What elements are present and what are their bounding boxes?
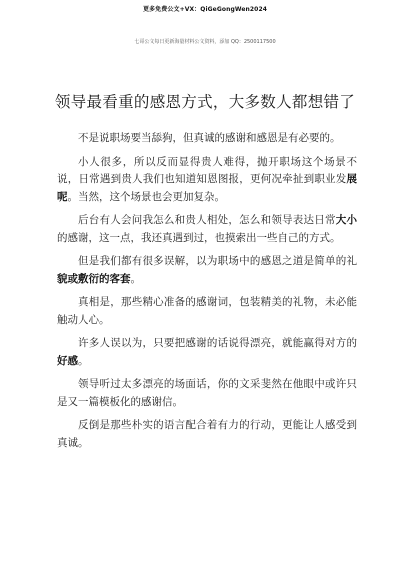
paragraph — [57, 154, 357, 207]
paragraph — [57, 212, 357, 247]
paragraph — [57, 130, 357, 148]
text-segment: 许多人误以为，只要把感谢的话说得漂亮，就能赢得对方的 — [78, 337, 357, 349]
text-segment: 但是我们都有很多误解，以为职场中的感恩之道是简单的礼 — [78, 255, 357, 267]
text-segment: 真相是，那些精心准备的感谢词，包装精美的礼物，未必能触动人心。 — [57, 296, 357, 326]
text-segment: 反倒是那些朴实的语言配合着有力的行动，更能让人感受到真诚。 — [57, 419, 357, 449]
text-segment: 的感谢，这一点，我还真遇到过，也摸索出一些自己的方式。 — [57, 231, 341, 244]
promo-banner: 更多免费公文+VX：QiGeGongWen2024 — [142, 6, 267, 13]
text-segment: 。当然，这个场景也会更加复杂。 — [67, 190, 225, 203]
paragraph — [57, 253, 357, 288]
bold-text: 展呢 — [57, 173, 357, 203]
paragraph — [57, 294, 357, 329]
text-segment: 。 — [130, 272, 141, 285]
text-segment: 不是说职场要当舔狗，但真诚的感谢和感恩是有必要的。 — [78, 132, 341, 144]
bold-text: 貌或敷衍的客套 — [57, 272, 131, 285]
article-body — [57, 130, 357, 458]
paragraph — [57, 335, 357, 370]
paragraph — [57, 376, 357, 411]
bold-text: 好感 — [57, 354, 78, 367]
text-segment: 领导听过太多漂亮的场面话，你的文采斐然在他眼中或许只是又一篇模板化的感谢信。 — [57, 378, 357, 408]
text-segment: 。 — [78, 354, 89, 367]
paragraph — [57, 417, 357, 452]
text-segment: 后台有人会问我怎么和贵人相处，怎么和领导表达日常 — [78, 214, 336, 226]
article-title: 领导最看重的感恩方式，大多数人都想错了 — [54, 93, 356, 111]
bold-text: 大小 — [335, 214, 358, 226]
text-segment: 小人很多，所以反而显得贵人难得，抛开职场这个场景不说，日常遇到贵人我们也知道知恩图报，更何况牵扯到职业发 — [57, 155, 357, 185]
header-note: 七哥公文每日更新海量材料公文资料，添加 QQ：2500117500 — [134, 39, 276, 45]
